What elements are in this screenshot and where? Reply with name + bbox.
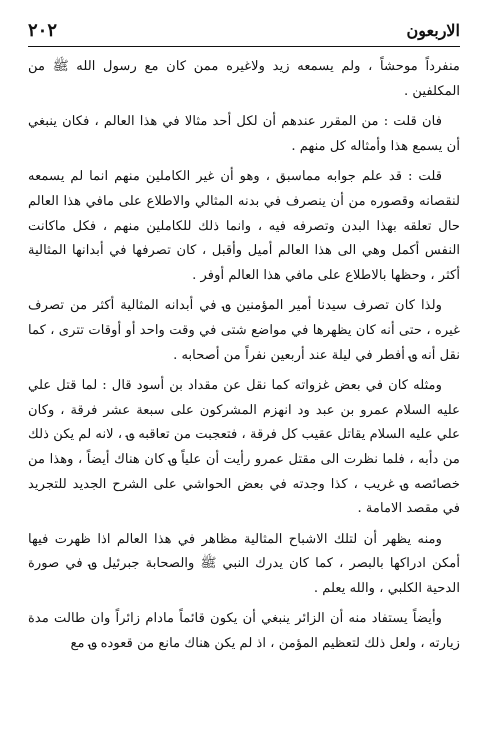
body-text bbox=[28, 55, 460, 657]
document-page bbox=[28, 18, 460, 722]
page-header bbox=[28, 18, 460, 47]
paragraph: قلت : قد علم جوابه مماسبق ، وهو أن غير الكاملين منهم انما لم يسمعه لنقصانه وقصوره من أن ينصرف في بدنه المثالي والاطلاع على مافي هذا العالم حال تعلقه بهذا البدن وتصرفه فيه ، وانما ذلك للكاملين منهم ، فكل ماكانت النفس أكمل وهي الى هذا العالم أميل وأقبل ، كان تصرفها في أبدانها المثالية أكثر ، وحظها بالاطلاع على مافي هذا العالم أوفر . bbox=[28, 169, 460, 283]
paragraph: ومنه يظهر أن لتلك الاشباح المثالية مظاهر في هذا العالم اذا ظهرت فيها أمكن ادراكها بالبصر ، كما كان يدرك النبي ﷺ والصحابة جبرئيل ؈ في صورة الدحية الكلبي ، والله يعلم . bbox=[28, 531, 460, 596]
running-title: الاربعون bbox=[406, 21, 460, 40]
paragraph: فان قلت : من المقرر عندهم أن لكل أحد مثالا في هذا العالم ، فكان ينبغي أن يسمع هذا وأمثاله كل منهم . bbox=[28, 114, 460, 154]
paragraph: ومثله كان في بعض غزواته كما نقل عن مقداد بن أسود قال : لما قتل علي عليه السلام عمرو بن عبد ود انهزم المشركون على سبعة عشر فرقة ، وكان علي عليه السلام يقاتل عقيب كل فرقة ، فتعجبت من تعاقبه ؈ ، لانه لم يكن ذلك من دأبه ، فلما نظرت الى مقتل عمرو رأيت أن علياً ؈ كان هناك أيضاً ، وهذا من خصائصه ؈ غريب ، كذا وجدته في بعض الحواشي على الشرح الجديد للتجريد في مقصد الامامة . bbox=[28, 378, 460, 517]
page-number: ٢٠٢ bbox=[28, 20, 58, 41]
paragraph: وأيضاً يستفاد منه أن الزائر ينبغي أن يكون قائماً مادام زائراً وان طالت مدة زيارته ، ولعل ذلك لتعظيم المؤمن ، اذ لم يكن هناك مانع من قعوده ؈ مع bbox=[28, 611, 460, 652]
paragraph: ولذا كان تصرف سيدنا أمير المؤمنين ؈ في أبدانه المثالية أكثر من تصرف غيره ، حتى أنه كان يظهرها في مواضع شتى في وقت واحد أو أوقات تترى ، كما نقل أنه ؈ أفطر في ليلة عند أربعين نفراً من أصحابه . bbox=[28, 298, 460, 363]
paragraph: منفرداً موحشاً ، ولم يسمعه زيد ولاغيره ممن كان مع رسول الله ﷺ من المكلفين . bbox=[28, 59, 460, 99]
